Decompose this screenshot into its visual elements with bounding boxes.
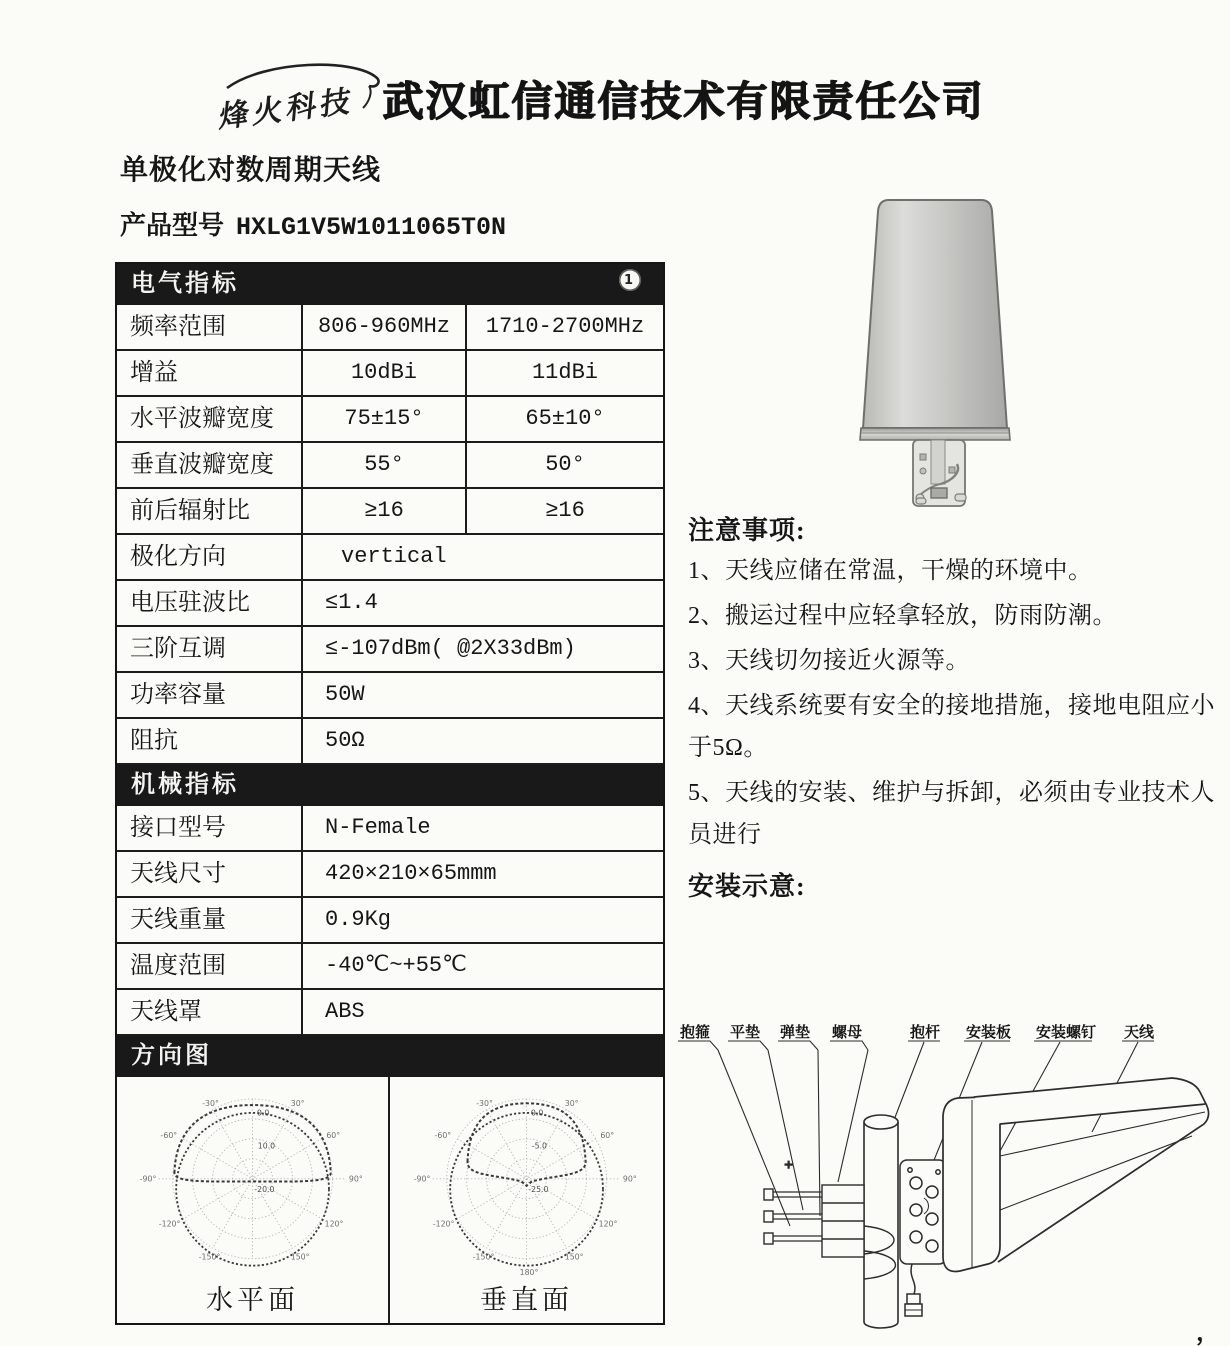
angle-tick: 30°	[564, 1098, 579, 1108]
angle-tick: -30°	[475, 1098, 493, 1108]
section-pattern-title: 方向图	[131, 1043, 212, 1069]
angle-tick: 60°	[325, 1131, 340, 1141]
diagram-label: 弹垫	[780, 1023, 811, 1041]
logo-text: 烽火科技	[217, 84, 356, 135]
row-value: ABS	[325, 999, 365, 1024]
pattern-panels	[117, 1077, 663, 1323]
row-label: 极化方向	[117, 535, 303, 579]
row-value: ≤1.4	[325, 590, 378, 615]
row-label: 天线重量	[117, 898, 303, 942]
angle-tick: 150°	[564, 1252, 584, 1262]
section-electrical-title: 电气指标	[131, 271, 239, 297]
row-label: 天线尺寸	[117, 852, 303, 896]
diagram-label: 平垫	[730, 1023, 761, 1041]
diagram-label: 抱杆	[910, 1023, 941, 1041]
vertical-pattern-panel	[390, 1077, 663, 1323]
row-value: N-Female	[325, 815, 431, 840]
row-value: 0.9Kg	[325, 907, 392, 932]
installation-diagram	[672, 1020, 1228, 1342]
table-row	[117, 944, 663, 990]
angle-tick: -120°	[432, 1219, 454, 1229]
section-electrical	[117, 264, 663, 305]
angle-tick: 180°	[519, 1268, 538, 1278]
angle-tick: -120°	[158, 1219, 180, 1229]
row-value: 50W	[325, 682, 365, 707]
scan-artifact-mark: ，	[1196, 1320, 1220, 1346]
table-row	[117, 443, 663, 489]
angle-tick: 150°	[290, 1252, 310, 1262]
radial-label: -5.0	[531, 1141, 547, 1151]
angle-tick: -60°	[434, 1131, 451, 1141]
table-row	[117, 535, 663, 581]
table-row	[117, 673, 663, 719]
table-row	[117, 898, 663, 944]
note-item: 2、搬运过程中应轻拿轻放，防雨防潮。	[688, 603, 1117, 629]
row-value-high: ≥16	[545, 498, 585, 523]
section-pattern	[117, 1036, 663, 1077]
notes-title: 注意事项:	[688, 516, 806, 545]
row-label: 频率范围	[117, 305, 303, 349]
row-label: 天线罩	[117, 990, 303, 1034]
row-value: 50Ω	[325, 728, 365, 753]
product-title: 单极化对数周期天线	[120, 155, 382, 186]
model-label: 产品型号	[120, 211, 225, 240]
table-row	[117, 581, 663, 627]
row-value-high: 1710-2700MHz	[485, 314, 645, 339]
radial-label: -25.0	[527, 1184, 548, 1194]
row-label: 水平波瓣宽度	[117, 397, 303, 441]
table-row	[117, 719, 663, 765]
antenna-photo	[845, 188, 1045, 510]
row-label: 垂直波瓣宽度	[117, 443, 303, 487]
svg-text:+: +	[784, 1158, 794, 1171]
note-item: 3、天线切勿接近火源等。	[688, 648, 970, 674]
row-label: 接口型号	[117, 806, 303, 850]
notes-section	[688, 510, 1226, 903]
diagram-label: 安装螺钉	[1036, 1023, 1097, 1041]
vertical-pattern-chart	[393, 1079, 661, 1283]
angle-tick: -150°	[198, 1252, 220, 1262]
row-label: 三阶互调	[117, 627, 303, 671]
row-value-low: 806-960MHz	[303, 305, 467, 349]
row-value-low: 10dBi	[303, 351, 467, 395]
angle-tick: -60°	[160, 1131, 177, 1141]
row-value-high: 11dBi	[531, 360, 598, 385]
radial-label: 0.0	[256, 1108, 269, 1118]
row-value-low: 75±15°	[303, 397, 467, 441]
table-row	[117, 852, 663, 898]
note-item: 1、天线应储在常温，干燥的环境中。	[688, 558, 1093, 584]
table-row	[117, 489, 663, 535]
diagram-label: 安装板	[966, 1023, 1012, 1041]
section-mechanical	[117, 765, 663, 806]
radial-label: -20.0	[253, 1184, 274, 1194]
row-label: 前后辐射比	[117, 489, 303, 533]
angle-tick: 90°	[348, 1174, 363, 1184]
table-row	[117, 397, 663, 443]
page-number-badge: 1	[619, 269, 641, 291]
product-model-line	[120, 205, 506, 242]
row-label: 功率容量	[117, 673, 303, 717]
table-row	[117, 806, 663, 852]
title-block	[120, 148, 506, 242]
section-mechanical-title: 机械指标	[131, 772, 239, 798]
horizontal-caption: 水平面	[206, 1285, 299, 1315]
angle-tick: -90°	[413, 1174, 430, 1184]
angle-tick: 60°	[599, 1131, 614, 1141]
diagram-label: 抱箍	[680, 1023, 711, 1041]
horizontal-pattern-chart	[119, 1079, 387, 1283]
page-header	[0, 30, 1230, 135]
radial-label: 10.0	[257, 1141, 275, 1151]
table-row	[117, 990, 663, 1036]
angle-tick: -150°	[472, 1252, 494, 1262]
angle-tick: 120°	[324, 1219, 343, 1229]
install-title: 安装示意:	[688, 872, 806, 901]
row-value-high: 65±10°	[525, 406, 605, 431]
angle-tick: 90°	[622, 1174, 637, 1184]
radial-label: 0.0	[530, 1108, 543, 1118]
angle-tick: -30°	[201, 1098, 219, 1108]
row-value: ≤-107dBm( @2X33dBm)	[325, 636, 576, 661]
row-value: vertical	[341, 544, 447, 569]
company-name: 武汉虹信通信技术有限责任公司	[382, 78, 984, 124]
angle-tick: -90°	[139, 1174, 156, 1184]
note-item: 5、天线的安装、维护与拆卸，必须由专业技术人员进行	[688, 780, 1215, 848]
diagram-label: 螺母	[832, 1023, 863, 1041]
table-row	[117, 627, 663, 673]
row-value-low: ≥16	[303, 489, 467, 533]
row-label: 增益	[117, 351, 303, 395]
row-label: 电压驻波比	[117, 581, 303, 625]
row-label: 温度范围	[117, 944, 303, 988]
diagram-label: 天线	[1124, 1023, 1155, 1041]
note-item: 4、天线系统要有安全的接地措施，接地电阻应小于5Ω。	[688, 693, 1215, 761]
angle-tick: 30°	[290, 1098, 305, 1108]
table-row	[117, 351, 663, 397]
horizontal-pattern-panel	[117, 1077, 390, 1323]
company-logo	[205, 58, 390, 135]
row-value: -40℃~+55℃	[325, 953, 467, 978]
spec-table	[115, 262, 665, 1325]
model-value: HXLG1V5W1011065T0N	[236, 213, 507, 242]
vertical-caption: 垂直面	[480, 1285, 573, 1315]
row-value-low: 55°	[303, 443, 467, 487]
table-row	[117, 305, 663, 351]
row-value-high: 50°	[545, 452, 585, 477]
angle-tick: 120°	[598, 1219, 617, 1229]
row-label: 阻抗	[117, 719, 303, 763]
row-value: 420×210×65mmm	[325, 861, 497, 886]
